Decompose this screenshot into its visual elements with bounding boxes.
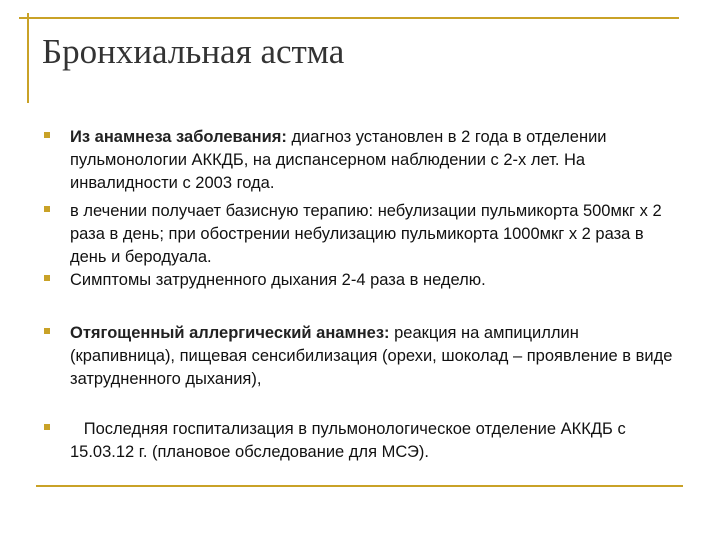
- square-bullet-icon: [44, 132, 50, 138]
- bullet-text: [70, 126, 684, 195]
- square-bullet-icon: [44, 206, 50, 212]
- bullet-text: [70, 269, 684, 292]
- bullet-bold-label: Отягощенный аллергический анамнез:: [70, 324, 390, 342]
- bullet-text: [70, 200, 684, 269]
- slide-title: Бронхиальная астма: [42, 32, 345, 71]
- bullet-text: [70, 322, 684, 391]
- decorative-top-line: [19, 17, 679, 19]
- square-bullet-icon: [44, 424, 50, 430]
- bullet-bold-label: Из анамнеза заболевания:: [70, 128, 287, 146]
- bullet-text: [70, 418, 684, 464]
- square-bullet-icon: [44, 275, 50, 281]
- square-bullet-icon: [44, 328, 50, 334]
- decorative-vertical-line: [27, 13, 29, 103]
- bullet-body: диагноз установлен в 2 года в отделении пульмонологии АККДБ, на диспансерном наблюдении с 2-х лет. На инвалидности с 2003 года.: [70, 128, 607, 192]
- bullet-body: в лечении получает базисную терапию: небулизации пульмикорта 500мкг х 2 раза в день; при обострении небулизацию пульмикорта 1000мкг х 2 раза в день и беродуала.: [70, 202, 662, 266]
- bullet-body: Симптомы затрудненного дыхания 2-4 раза в неделю.: [70, 271, 486, 289]
- bullet-body: реакция на ампициллин (крапивница), пищевая сенсибилизация (орехи, шоколад – проявление в виде затрудненного дыхания),: [70, 324, 673, 388]
- bullet-body: Последняя госпитализация в пульмонологическое отделение АККДБ с 15.03.12 г. (плановое обследование для МСЭ).: [70, 420, 631, 461]
- decorative-bottom-line: [36, 485, 683, 487]
